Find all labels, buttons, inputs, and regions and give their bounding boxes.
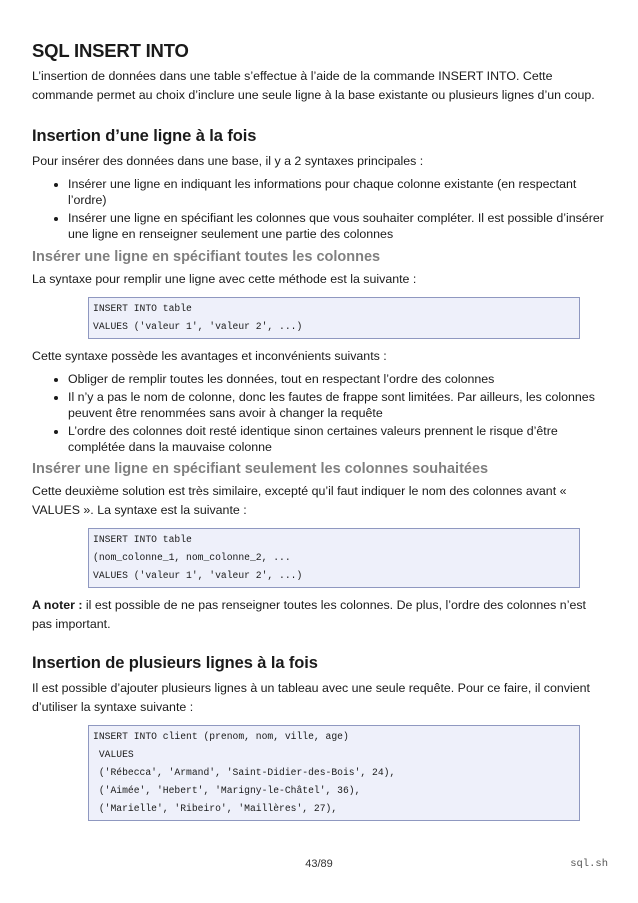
list-item: • Insérer une ligne en spécifiant les colonnes que vous souhaiter compléter. Il est possible d’insérer une ligne en renseigner seulement une partie des colonnes (68, 210, 608, 242)
sub1-text2: Cette syntaxe possède les avantages et inconvénients suivants : (32, 349, 387, 363)
code-line: INSERT INTO client (prenom, nom, ville, age) (93, 731, 349, 742)
code-line: VALUES ('valeur 1', 'valeur 2', ...) (93, 570, 303, 581)
code-line: (nom_colonne_1, nom_colonne_2, ... (93, 552, 291, 563)
page-title: SQL INSERT INTO (32, 40, 189, 61)
list-item: • Il n’y a pas le nom de colonne, donc les fautes de frappe sont limitées. Par ailleurs, les colonnes peuvent être renommées sans avoir à changer la requête (68, 389, 608, 421)
note-text: il est possible de ne pas renseigner toutes les colonnes. De plus, l’ordre des colonnes n’est pas important. (32, 598, 586, 631)
section1-text: Pour insérer des données dans une base, il y a 2 syntaxes principales : (32, 154, 424, 168)
note-label: A noter : (32, 598, 83, 612)
sub1-bullet-list (32, 371, 608, 455)
code-line: VALUES ('valeur 1', 'valeur 2', ...) (93, 321, 303, 332)
code-line: ('Marielle', 'Ribeiro', 'Maillères', 27), (93, 803, 338, 814)
code-block-2 (88, 528, 580, 588)
section2-heading: Insertion de plusieurs lignes à la fois (32, 654, 318, 672)
sub1-text: La syntaxe pour remplir une ligne avec cette méthode est la suivante : (32, 272, 417, 286)
sub1-heading: Insérer une ligne en spécifiant toutes les colonnes (32, 249, 381, 265)
note-paragraph (32, 596, 608, 634)
code-line: ('Aimée', 'Hebert', 'Marigny-le-Châtel', 36), (93, 785, 361, 796)
sub2-heading: Insérer une ligne en spécifiant seulement les colonnes souhaitées (32, 461, 489, 477)
code-line: ('Rébecca', 'Armand', 'Saint-Didier-des-Bois', 24), (93, 767, 396, 778)
code-block-3 (88, 725, 580, 821)
section2-text: Il est possible d’ajouter plusieurs lignes à un tableau avec une seule requête. Pour ce faire, il convient d’utiliser la syntaxe suivante : (32, 681, 590, 714)
document-page (32, 40, 608, 821)
list-item: • Obliger de remplir toutes les données, tout en respectant l’ordre des colonnes (68, 371, 608, 387)
section1-bullet-list (32, 176, 608, 242)
page-number: 43/89 (305, 858, 333, 870)
code-block-1 (88, 297, 580, 339)
code-line: INSERT INTO table (93, 534, 192, 545)
site-name: sql.sh (570, 858, 608, 870)
section1-heading: Insertion d’une ligne à la fois (32, 127, 257, 145)
intro-paragraph: L’insertion de données dans une table s’effectue à l’aide de la commande INSERT INTO. Cette commande permet au choix d’inclure une seule ligne à la base existante ou plusieurs lignes d’un coup. (32, 69, 595, 102)
list-item: • L’ordre des colonnes doit resté identique sinon certaines valeurs prennent le risque d’être complétée dans la mauvaise colonne (68, 423, 608, 455)
code-line: INSERT INTO table (93, 303, 192, 314)
list-item: • Insérer une ligne en indiquant les informations pour chaque colonne existante (en respectant l’ordre) (68, 176, 608, 208)
sub2-text: Cette deuxième solution est très similaire, excepté qu’il faut indiquer le nom des colonnes avant « VALUES ». La syntaxe est la suivante : (32, 484, 567, 517)
code-line: VALUES (93, 749, 134, 760)
